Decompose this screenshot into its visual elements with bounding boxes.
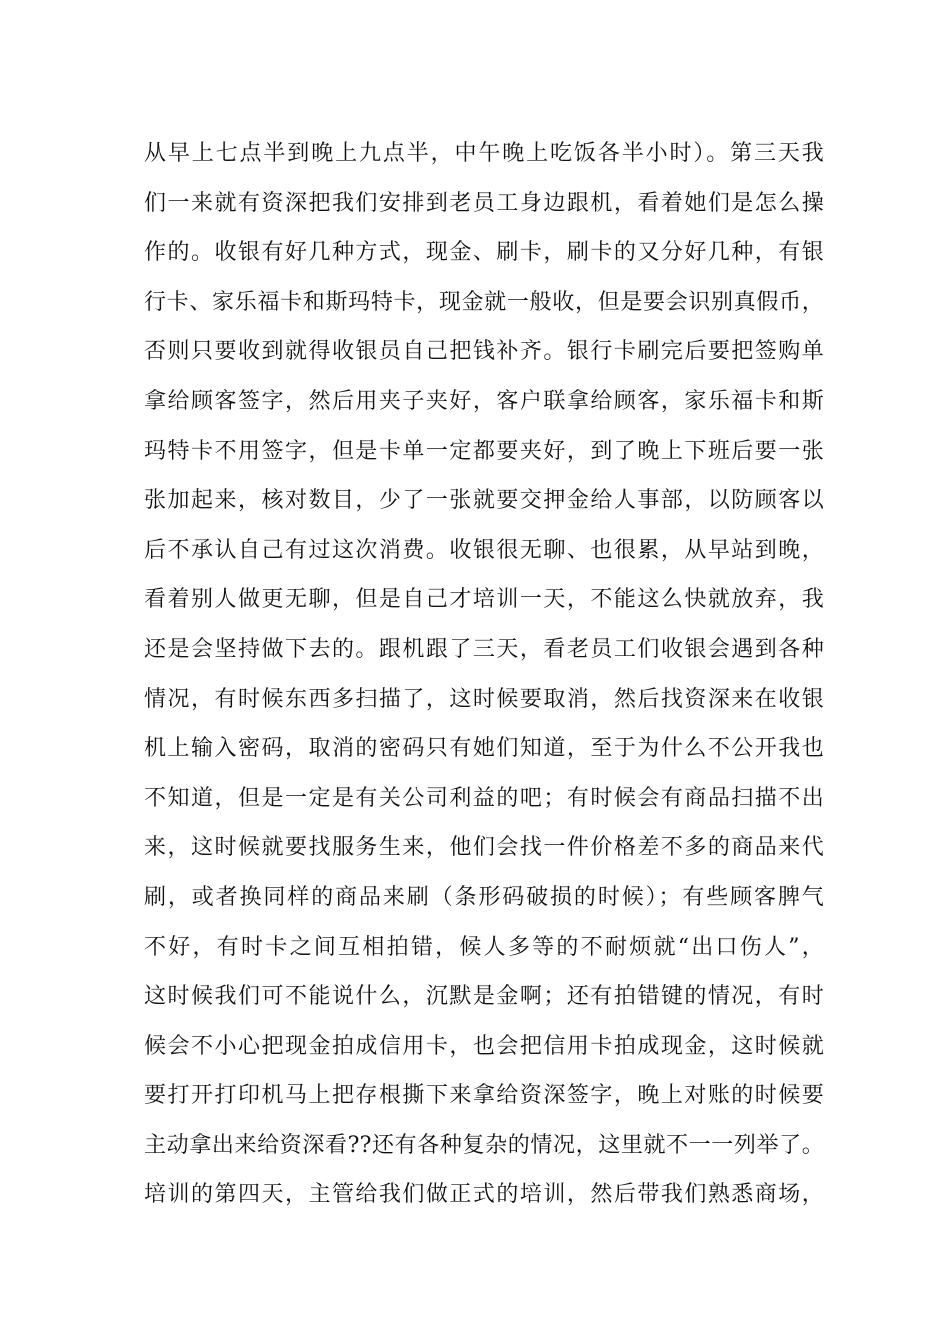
text-line: 否则只要收到就得收银员自己把钱补齐。银行卡刷完后要把签购单 [144,339,824,365]
text-line: 行卡、家乐福卡和斯玛特卡，现金就一般收，但是要会识别真假币， [144,289,824,315]
text-line: 要打开打印机马上把存根撕下来拿给资深签字，晚上对账的时候要 [144,1083,824,1109]
text-line: 刷，或者换同样的商品来刷（条形码破损的时候）；有些顾客脾气 [144,884,824,910]
text-line: 们一来就有资深把我们安排到老员工身边跟机，看着她们是怎么操 [144,190,824,216]
text-line: 机上输入密码，取消的密码只有她们知道，至于为什么不公开我也 [144,736,824,762]
text-line: 后不承认自己有过这次消费。收银很无聊、也很累，从早站到晚， [144,537,824,563]
text-line: 张加起来，核对数目，少了一张就要交押金给人事部，以防顾客以 [144,488,824,514]
text-line: 看着别人做更无聊，但是自己才培训一天，不能这么快就放弃，我 [144,587,824,613]
text-line: 这时候我们可不能说什么，沉默是金啊；还有拍错键的情况，有时 [144,984,824,1010]
text-line: 从早上七点半到晚上九点半，中午晚上吃饭各半小时）。第三天我 [144,141,824,166]
text-line: 情况，有时候东西多扫描了，这时候要取消，然后找资深来在收银 [144,686,824,712]
text-line: 还是会坚持做下去的。跟机跟了三天，看老员工们收银会遇到各种 [144,636,824,662]
text-line: 作的。收银有好几种方式，现金、刷卡，刷卡的又分好几种，有银 [144,240,824,266]
text-line: 不好，有时卡之间互相拍错，候人多等的不耐烦就“出口伤人”， [144,934,824,960]
text-line: 来，这时候就要找服务生来，他们会找一件价格差不多的商品来代 [144,835,824,861]
document-body-text [144,129,824,1220]
text-line: 玛特卡不用签字，但是卡单一定都要夹好，到了晚上下班后要一张 [144,438,824,464]
text-line: 拿给顾客签字，然后用夹子夹好，客户联拿给顾客，家乐福卡和斯 [144,388,824,414]
text-line: 培训的第四天，主管给我们做正式的培训，然后带我们熟悉商场， [144,1182,824,1208]
text-line: 不知道，但是一定是有关公司利益的吧；有时候会有商品扫描不出 [144,785,824,811]
text-line: 主动拿出来给资深看??还有各种复杂的情况，这里就不一一列举了。 [144,1132,824,1158]
text-line: 候会不小心把现金拍成信用卡，也会把信用卡拍成现金，这时候就 [144,1033,824,1059]
